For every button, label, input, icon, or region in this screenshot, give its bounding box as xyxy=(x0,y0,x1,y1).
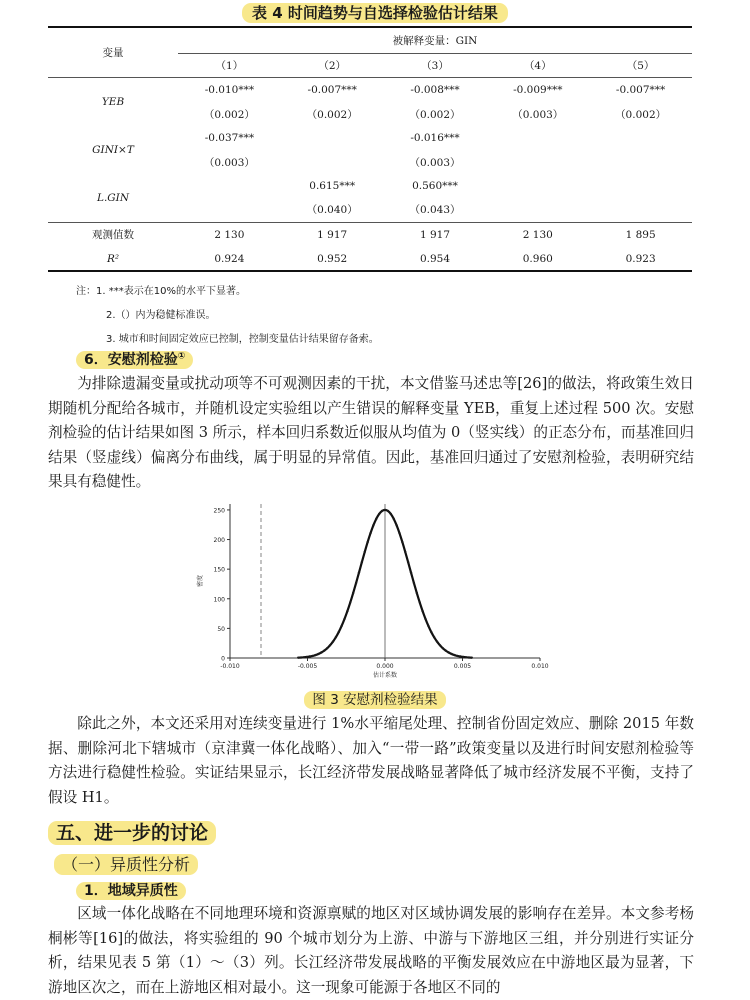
y-tick-label: 0 xyxy=(221,655,225,663)
row-name: GINI×T xyxy=(92,144,134,156)
row-name: YEB xyxy=(101,95,125,108)
density-point xyxy=(465,656,467,658)
coef-cell: -0.037*** xyxy=(204,132,255,144)
x-tick-label: 0.005 xyxy=(453,663,472,670)
coef-cell: -0.008*** xyxy=(410,83,460,96)
density-point xyxy=(329,644,331,646)
x-tick-label: 0.010 xyxy=(531,663,549,670)
density-point xyxy=(398,532,400,534)
obs-cell: 1 917 xyxy=(419,228,451,241)
density-point xyxy=(407,561,409,563)
se-cell xyxy=(281,150,384,174)
r2-label: R² xyxy=(106,252,120,265)
density-point xyxy=(303,656,305,658)
se-cell: （0.002） xyxy=(306,108,358,121)
regional-heterogeneity-paragraph: 区域一体化战略在不同地理环境和资源禀赋的地区对区域协调发展的影响存在差异。本文参考杨桐彬等[16]的做法，将实验组的 90 个城市划分为上游、中游与下游地区三组，并分别进行实证分析，结果见表 5 第（1）～（3）列。长江经济带发展战略的平衡发展效应在中游地区最为显著，下游地区次之，而在上游地区相对最小。这一现象可能源于各地区不同的 xyxy=(48,905,694,996)
table-note-2: 2.（）内为稳健标准误。 xyxy=(106,310,216,321)
obs-label: 观测值数 xyxy=(92,229,134,242)
r2-cell: 0.923 xyxy=(625,252,656,265)
se-cell: （0.043） xyxy=(409,204,461,217)
se-cell xyxy=(589,150,692,174)
density-point xyxy=(387,510,389,512)
se-cell: （0.040） xyxy=(306,204,358,217)
density-point xyxy=(338,631,340,633)
density-point xyxy=(349,601,351,603)
density-point xyxy=(297,656,299,658)
se-cell xyxy=(178,198,281,222)
se-cell xyxy=(486,198,589,222)
density-point xyxy=(355,582,357,584)
y-tick-label: 150 xyxy=(213,566,225,574)
r2-cell: 0.954 xyxy=(419,252,451,265)
coef-cell xyxy=(178,174,281,198)
col-header: （3） xyxy=(384,53,487,77)
table-note-1: 注：1. ***表示在10%的水平下显著。 xyxy=(76,286,246,297)
coef-cell xyxy=(589,126,692,150)
density-point xyxy=(314,654,316,656)
se-cell: （0.002） xyxy=(409,108,461,121)
density-point xyxy=(450,653,452,655)
density-point xyxy=(366,541,368,543)
row-name: L.GIN xyxy=(96,191,130,204)
se-cell xyxy=(589,198,692,222)
y-tick-label: 50 xyxy=(217,625,225,633)
density-point xyxy=(392,518,394,520)
density-point xyxy=(311,655,313,657)
x-tick-label: -0.010 xyxy=(220,663,240,670)
coef-cell xyxy=(486,126,589,150)
density-point xyxy=(404,551,406,553)
density-point xyxy=(459,655,461,657)
density-point xyxy=(439,644,441,646)
se-cell: （0.003） xyxy=(409,156,461,169)
density-point xyxy=(390,513,392,515)
density-point xyxy=(471,656,473,658)
se-cell xyxy=(486,150,589,174)
density-point xyxy=(300,656,302,658)
table-title: 表 4 时间趋势与自选择检验估计结果 xyxy=(0,2,750,23)
obs-cell: 1 895 xyxy=(625,228,656,241)
density-point xyxy=(346,610,348,612)
coef-cell: -0.007*** xyxy=(307,83,357,96)
density-point xyxy=(442,647,444,649)
subsection-heading: （一）异质性分析 xyxy=(54,852,198,875)
r2-cell: 0.952 xyxy=(317,252,348,265)
obs-cell: 2 130 xyxy=(522,228,553,241)
density-point xyxy=(369,532,371,534)
y-axis-label: 密度 xyxy=(197,574,204,588)
coef-cell xyxy=(281,126,384,150)
density-point xyxy=(340,625,342,627)
density-point xyxy=(430,631,432,633)
x-tick-label: -0.005 xyxy=(297,663,318,670)
density-point xyxy=(317,653,319,655)
density-point xyxy=(332,640,334,642)
se-cell: （0.003） xyxy=(512,108,564,121)
density-point xyxy=(309,655,311,657)
figure-caption: 图 3 安慰剂检验结果 xyxy=(0,688,750,708)
density-point xyxy=(462,656,464,658)
se-cell: （0.003） xyxy=(203,156,255,169)
density-point xyxy=(358,571,360,573)
coef-cell xyxy=(589,174,692,198)
density-point xyxy=(421,610,423,612)
col-header: （5） xyxy=(589,53,692,77)
density-point xyxy=(413,582,415,584)
density-point xyxy=(381,510,383,512)
density-point xyxy=(424,618,426,620)
density-point xyxy=(306,656,308,658)
y-tick-label: 100 xyxy=(213,596,225,604)
density-point xyxy=(320,651,322,653)
density-point xyxy=(384,509,386,511)
coef-cell: -0.009*** xyxy=(513,83,563,96)
density-point xyxy=(427,625,429,627)
subsubsection-heading: 1．地域异质性 xyxy=(76,880,186,900)
se-cell: （0.002） xyxy=(203,108,255,121)
table-note-3: 3. 城市和时间固定效应已控制，控制变量估计结果留存备索。 xyxy=(106,334,379,345)
density-point xyxy=(456,655,458,657)
density-point xyxy=(468,656,470,658)
y-tick-label: 200 xyxy=(213,537,225,545)
density-point xyxy=(416,592,418,594)
obs-cell: 1 917 xyxy=(317,228,348,241)
r2-cell: 0.960 xyxy=(522,252,553,265)
r2-cell: 0.924 xyxy=(214,252,245,265)
section-5-heading: 五、进一步的讨论 xyxy=(48,818,216,845)
density-point xyxy=(436,640,438,642)
coef-cell: -0.016*** xyxy=(410,132,460,144)
section-6-paragraph: 为排除遗漏变量或扰动项等不可观测因素的干扰，本文借鉴马述忠等[26]的做法，将政策生效日期随机分配给各城市，并随机设定实验组以产生错误的解释变量 YEB，重复上述过程 500 次。安慰剂检验的估计结果如图 3 所示，样本回归系数近似服从均值为 0（竖实线）的正态分布，而基准回归结果（竖虚线）偏离分布曲线，属于明显的异常值。因此，基准回归通过了安慰剂检验，表明研究结果具有稳健性。 xyxy=(48,375,694,490)
density-point xyxy=(326,647,328,649)
coef-cell: 0.560*** xyxy=(412,180,458,192)
se-cell: （0.002） xyxy=(615,108,667,121)
obs-cell: 2 130 xyxy=(214,228,245,241)
results-table xyxy=(48,26,692,272)
density-point xyxy=(447,651,449,653)
density-point xyxy=(335,636,337,638)
density-point xyxy=(410,571,412,573)
coef-cell: 0.615*** xyxy=(309,180,356,192)
density-point xyxy=(361,561,363,563)
density-point xyxy=(433,636,435,638)
density-point xyxy=(395,524,397,526)
col-header: （2） xyxy=(281,53,384,77)
density-point xyxy=(375,518,377,520)
col-header: （1） xyxy=(178,53,281,77)
var-header: 变量 xyxy=(102,46,124,59)
density-point xyxy=(445,649,447,651)
density-point xyxy=(343,618,345,620)
placebo-density-chart xyxy=(190,498,560,684)
x-tick-label: 0.000 xyxy=(376,663,394,670)
dep-header: 被解释变量：GIN xyxy=(392,34,478,47)
density-point xyxy=(364,551,366,553)
density-point xyxy=(323,649,325,651)
density-point xyxy=(419,601,421,603)
y-tick-label: 250 xyxy=(213,507,225,515)
coef-cell: -0.007*** xyxy=(615,83,666,96)
robustness-paragraph: 除此之外，本文还采用对连续变量进行 1%水平缩尾处理、控制省份固定效应、删除 2015 年数据、删除河北下辖城市（京津冀一体化战略）、加入“一带一路”政策变量以及进行时间安慰剂检验等方法进行稳健性检验。实证结果显示，长江经济带发展战略显著降低了城市经济发展不平衡，支持了假设 H1。 xyxy=(48,715,694,806)
density-point xyxy=(378,513,380,515)
density-point xyxy=(401,541,403,543)
x-axis-label: 估计系数 xyxy=(372,672,398,679)
density-point xyxy=(453,654,455,656)
density-point xyxy=(352,592,354,594)
col-header: （4） xyxy=(486,53,589,77)
density-point xyxy=(372,524,374,526)
section-6-heading: 6．安慰剂检验① xyxy=(76,349,193,369)
coef-cell xyxy=(486,174,589,198)
coef-cell: -0.010*** xyxy=(204,83,255,96)
